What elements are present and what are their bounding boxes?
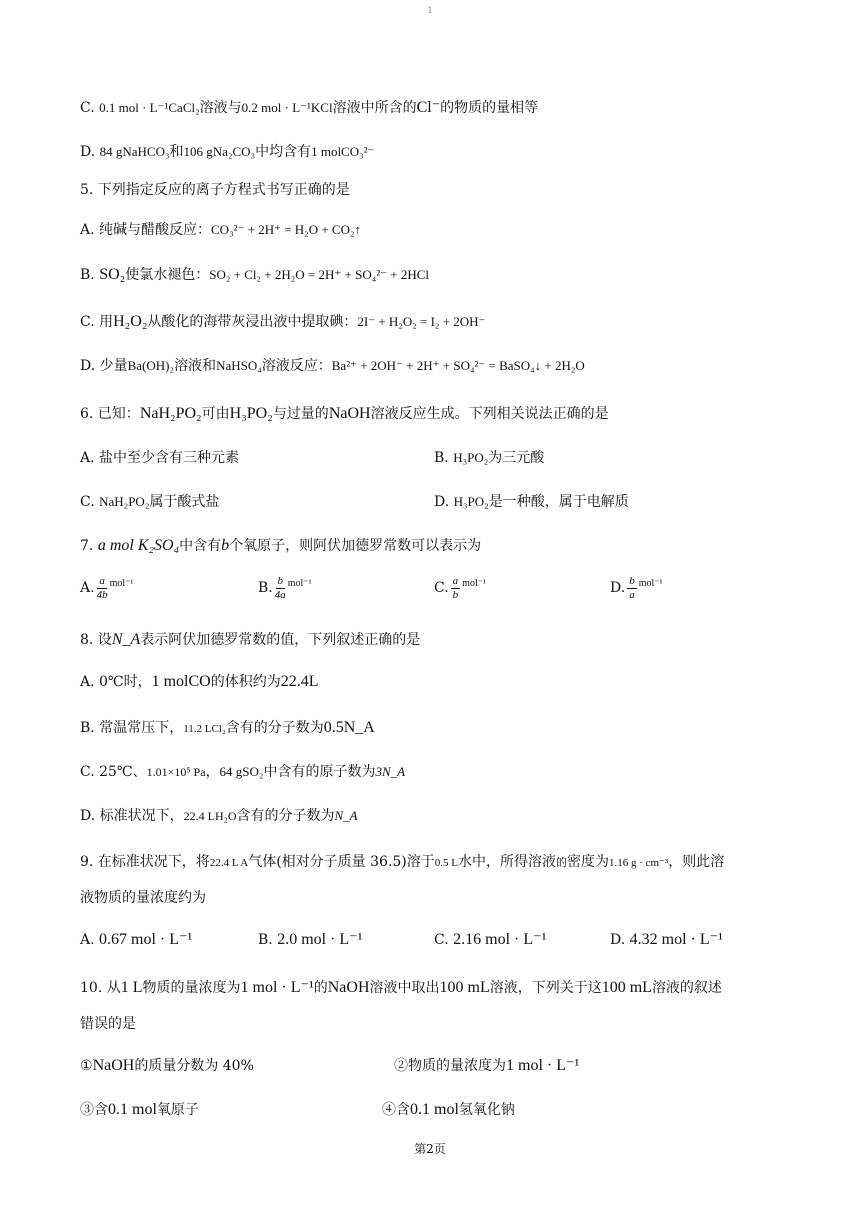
text: ④含: [382, 1102, 410, 1118]
denominator: b: [452, 588, 459, 601]
question-9-line-2: 液物质的量浓度约为: [80, 890, 206, 906]
q10-statement-2: [394, 1056, 579, 1076]
formula: 4.32 mol · L⁻¹: [629, 931, 723, 948]
text: ③含: [80, 1102, 108, 1118]
formula: NaOH: [328, 405, 371, 422]
formula: 1 molCO: [151, 673, 211, 690]
label: C.: [434, 932, 449, 948]
denominator: 4b: [96, 588, 108, 601]
marker: ①: [80, 1058, 93, 1074]
formula: H₂O₂: [113, 313, 148, 330]
text: 使氯水褪色：: [125, 267, 210, 283]
text: 溶液中取出: [369, 980, 440, 996]
q4-option-d: [80, 142, 374, 162]
formula: 2I⁻ + H₂O₂ = I₂ + 2OH⁻: [357, 314, 486, 329]
q6-option-b: [434, 448, 544, 468]
text: 的: [556, 856, 567, 869]
formula: NaHSO₄: [216, 358, 262, 373]
text: ，: [205, 764, 220, 780]
numerator: a: [99, 574, 105, 587]
formula: Ba²⁺ + 2OH⁻ + 2H⁺ + SO₄²⁻ = BaSO₄↓ + 2H₂O: [331, 358, 585, 373]
q10-statement-4: [382, 1100, 515, 1120]
text: 从酸化的海带灰浸出液中提取碘：: [147, 314, 358, 330]
label: B.: [258, 580, 273, 596]
unit: mol⁻¹: [462, 578, 487, 589]
text: 密度为: [567, 854, 609, 870]
label: D.: [610, 580, 626, 596]
fraction: [97, 575, 108, 602]
q7-option-d: [610, 574, 663, 602]
text: 溶液与: [199, 100, 242, 116]
text: 溶液反应：: [261, 358, 332, 374]
label: D.: [610, 932, 626, 948]
formula: Cl⁻: [416, 99, 441, 116]
q5-option-b: [80, 265, 429, 285]
text: B. 常温常压下，: [80, 720, 184, 736]
formula: 1.16 g · cm⁻³: [609, 857, 669, 869]
text: 的质量分数为 40%: [134, 1058, 254, 1074]
q5-option-a: [80, 220, 361, 240]
formula: 1 mol · L⁻¹: [240, 979, 314, 996]
formula: N_A: [111, 631, 141, 648]
formula: 64 gSO₂: [219, 764, 264, 779]
text: 含有的分子数为: [225, 720, 324, 736]
text: 气体(相对分子质量 36.5)溶于: [248, 854, 435, 870]
text: ②物质的量浓度为: [394, 1058, 506, 1074]
text: 溶液，下列关于这: [489, 980, 602, 996]
q8-option-c: [80, 762, 405, 782]
text: C. 用: [80, 314, 114, 330]
question-7: [80, 536, 481, 556]
text: 的体积约为: [210, 674, 281, 690]
text: 氢氧化钠: [458, 1102, 515, 1118]
text: ，则此溶: [668, 854, 725, 870]
text: 中含有的原子数为: [263, 764, 376, 780]
text: 为三元酸: [488, 450, 545, 466]
formula: 2.0 mol · L⁻¹: [277, 931, 363, 948]
header-mark: 1: [427, 6, 433, 15]
formula: 3N_A: [375, 764, 406, 779]
label: C.: [434, 580, 449, 596]
question-9: [80, 852, 724, 873]
text: A. 0℃时，: [80, 674, 152, 690]
label: A.: [80, 580, 95, 596]
formula: NaOH: [327, 979, 370, 996]
text: 属于酸式盐: [149, 494, 220, 510]
label: D.: [80, 144, 100, 160]
question-5: 5. 下列指定反应的离子方程式书写正确的是: [80, 182, 350, 198]
question-10-line-2: 错误的是: [80, 1016, 136, 1032]
text: 溶液的叙述: [651, 980, 722, 996]
formula: H₃PO₂: [229, 405, 273, 422]
formula: 22.4L: [280, 673, 319, 690]
denominator: a: [629, 588, 635, 601]
question-8: [80, 630, 420, 650]
label: B.: [434, 450, 454, 466]
formula: 100 mL: [439, 979, 490, 996]
text: 7.: [80, 538, 98, 554]
text: C. 25℃、: [80, 764, 147, 780]
q8-option-a: [80, 672, 319, 692]
label: C.: [80, 494, 100, 510]
label: B.: [80, 267, 100, 283]
numerator: b: [629, 574, 635, 587]
text: 个氧原子，则阿伏加德罗常数可以表示为: [229, 538, 482, 554]
formula: 0.1 mol: [108, 1101, 157, 1118]
q8-option-d: [80, 806, 358, 826]
fraction: [627, 575, 637, 602]
label: D.: [434, 494, 454, 510]
text: D. 少量: [80, 358, 128, 374]
label: B.: [258, 932, 273, 948]
q5-option-d: [80, 356, 585, 376]
q6-option-c: [80, 492, 219, 512]
formula: 11.2 LCl₂: [183, 723, 226, 735]
q7-option-c: [434, 574, 486, 602]
unit: mol⁻¹: [638, 578, 663, 589]
unit: mol⁻¹: [287, 578, 312, 589]
formula: H₃PO₂: [453, 494, 489, 509]
formula: 0.1 mol: [410, 1101, 459, 1118]
unit: mol⁻¹: [109, 578, 134, 589]
q7-option-a: [80, 574, 133, 602]
numerator: b: [277, 574, 283, 587]
formula: b: [221, 537, 230, 554]
text: 溶液中所含的: [332, 100, 417, 116]
formula: 22.4 L A: [209, 857, 249, 869]
formula: 84 gNaHCO₃: [99, 144, 170, 159]
formula: NaOH: [92, 1057, 135, 1074]
denominator: 4a: [274, 588, 286, 601]
question-10: [80, 978, 722, 998]
text: 物质的量浓度为: [142, 980, 241, 996]
formula: 1.01×10⁵ Pa: [146, 765, 206, 779]
formula: 0.2 mol · L⁻¹KCl: [241, 100, 333, 115]
numerator: a: [452, 574, 459, 587]
text: 中均含有: [255, 144, 312, 160]
q9-option-a: [80, 930, 192, 950]
text: 溶液反应生成。下列相关说法正确的是: [370, 406, 609, 422]
formula: a mol K₂SO₄: [97, 537, 180, 554]
text: 表示阿伏加德罗常数的值，下列叙述正确的是: [140, 632, 421, 648]
label: A.: [80, 932, 95, 948]
fraction: [451, 575, 461, 602]
formula: 1 mol · L⁻¹: [506, 1057, 580, 1074]
formula: CO₃²⁻ + 2H⁺ = H₂O + CO₂↑: [211, 222, 362, 237]
formula: Ba(OH)₂: [127, 358, 175, 373]
formula: 106 gNa₂CO₃: [183, 144, 256, 159]
q7-option-b: [258, 574, 312, 602]
formula: 0.5 L: [434, 857, 458, 869]
text: 10. 从: [80, 980, 121, 996]
formula: 100 mL: [601, 979, 652, 996]
formula: NaH₂PO₂: [99, 494, 150, 509]
q9-option-b: [258, 930, 362, 950]
q9-option-c: [434, 930, 546, 950]
text: 可由: [201, 406, 230, 422]
formula: 22.4 LH₂O: [183, 809, 237, 823]
text: 与过量的: [272, 406, 329, 422]
fraction: [275, 575, 286, 602]
text: D. 标准状况下，: [80, 808, 184, 824]
q6-option-d: [434, 492, 629, 512]
q4-option-c: [80, 98, 538, 118]
formula: H₃PO₂: [453, 450, 489, 465]
formula: 0.67 mol · L⁻¹: [99, 931, 193, 948]
formula: 0.5N_A: [323, 719, 375, 736]
text: 和: [169, 144, 184, 160]
q10-statement-1: [80, 1056, 254, 1076]
formula: N_A: [334, 808, 358, 823]
q9-option-d: [610, 930, 723, 950]
text: 氧原子: [156, 1102, 199, 1118]
text: 含有的分子数为: [236, 808, 335, 824]
text: 的物质的量相等: [440, 100, 539, 116]
q10-statement-3: [80, 1100, 199, 1120]
text: 6. 已知：: [80, 406, 140, 422]
page-number: 第2页: [414, 1142, 446, 1156]
formula: 1 molCO₃²⁻: [311, 144, 375, 159]
text: 是一种酸，属于电解质: [488, 494, 629, 510]
formula: 0.1 mol · L⁻¹CaCl₂: [99, 100, 200, 115]
formula: NaH₂PO₂: [139, 405, 202, 422]
q6-option-a: A. 盐中至少含有三种元素: [80, 450, 240, 466]
formula: 2.16 mol · L⁻¹: [453, 931, 547, 948]
text: 8. 设: [80, 632, 112, 648]
q8-option-b: [80, 718, 375, 739]
formula: SO₂: [99, 266, 126, 283]
question-6: [80, 404, 609, 424]
q5-option-c: [80, 312, 485, 332]
text: 溶液和: [174, 358, 217, 374]
label: C.: [80, 100, 100, 116]
text: 的: [313, 980, 328, 996]
formula: SO₂ + Cl₂ + 2H₂O = 2H⁺ + SO₄²⁻ + 2HCl: [209, 267, 429, 282]
text: 水中，所得溶液: [458, 854, 556, 870]
text: 中含有: [179, 538, 222, 554]
text: A. 纯碱与醋酸反应：: [80, 222, 212, 238]
text: 9. 在标准状况下，将: [80, 854, 210, 870]
formula: 1 L: [120, 979, 143, 996]
